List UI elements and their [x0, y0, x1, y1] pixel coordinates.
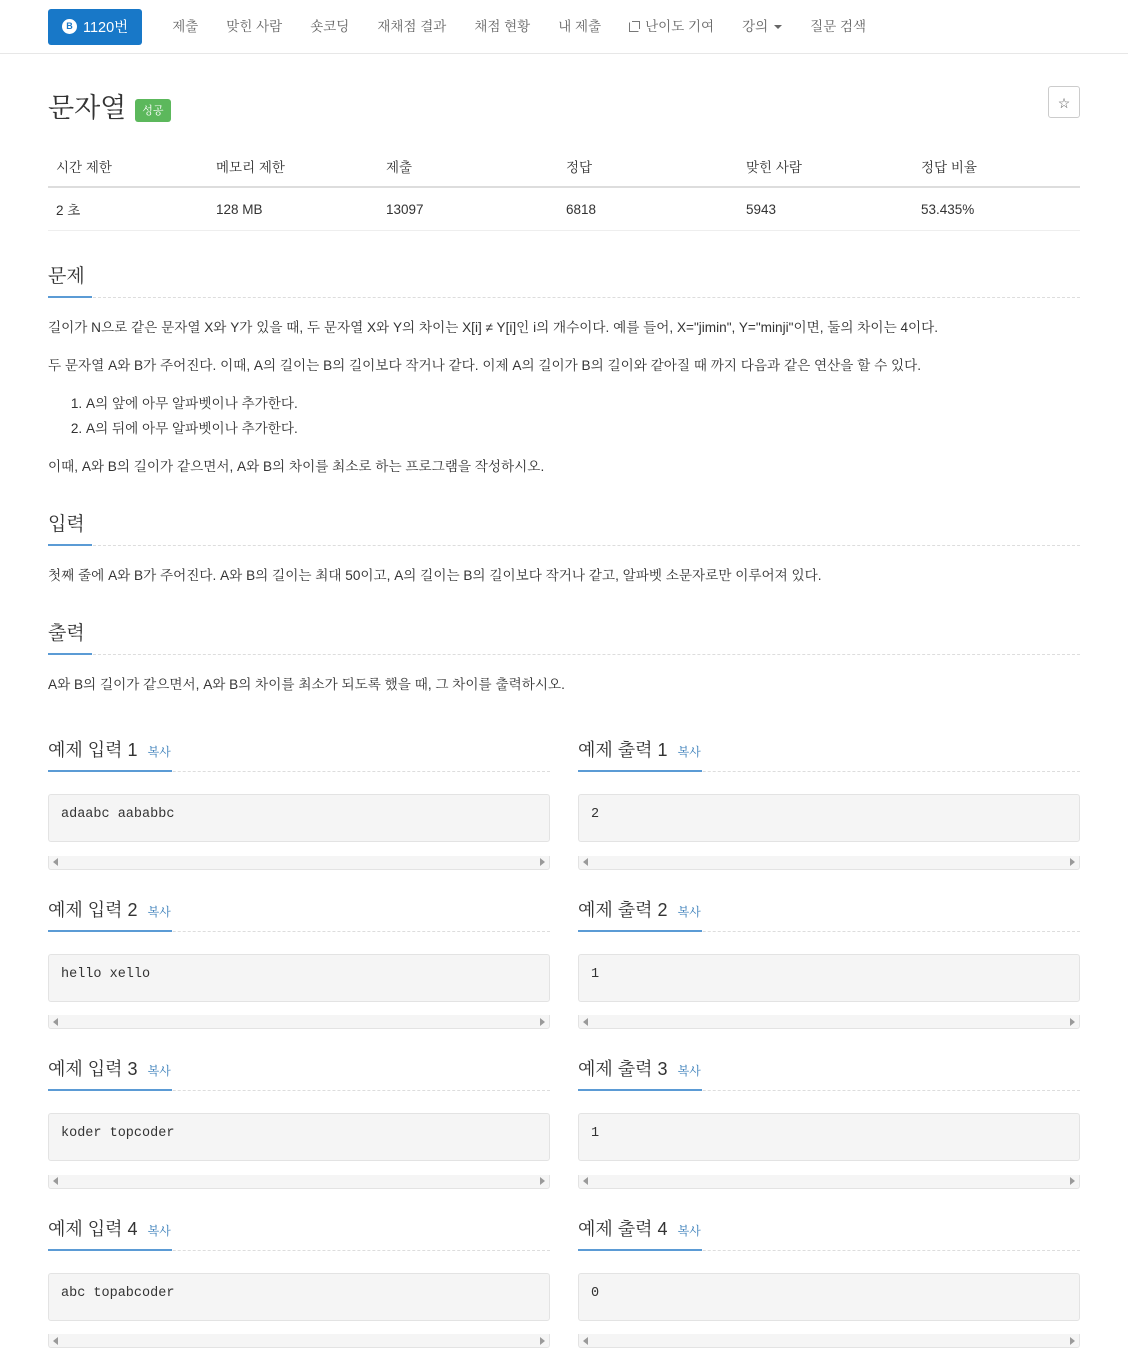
scroll-left-icon[interactable]: [53, 858, 58, 866]
sample-input-heading-text: 예제 입력 2: [48, 899, 138, 920]
scroll-right-icon[interactable]: [1070, 1018, 1075, 1026]
sample-output-heading-3: [578, 1055, 1080, 1091]
horizontal-scrollbar[interactable]: [48, 1175, 550, 1189]
horizontal-scrollbar[interactable]: [578, 1334, 1080, 1348]
nav-item-difficulty-contribute[interactable]: [615, 0, 728, 54]
scroll-right-icon[interactable]: [1070, 858, 1075, 866]
copy-button-output-3[interactable]: 복사: [677, 1064, 701, 1079]
sample-output-heading-text: 예제 출력 3: [578, 1059, 668, 1080]
scroll-left-icon[interactable]: [583, 1177, 588, 1185]
sample-output-heading-text: 예제 출력 4: [578, 1218, 668, 1239]
sample-output-data-2[interactable]: 1: [578, 954, 1080, 1002]
nav-item-rejudge-result[interactable]: [363, 0, 460, 54]
nav-item-label: 재채점 결과: [377, 18, 447, 34]
sample-input-heading-text: 예제 입력 4: [48, 1218, 138, 1239]
scroll-left-icon[interactable]: [583, 1337, 588, 1345]
copy-button-input-2[interactable]: 복사: [147, 904, 171, 919]
horizontal-scrollbar[interactable]: [48, 1015, 550, 1029]
col-accepted: 정답: [558, 147, 738, 187]
cell-solvers: 5943: [738, 187, 913, 231]
sample-output-heading-text: 예제 출력 2: [578, 899, 668, 920]
sample-input-block-1: [48, 716, 550, 870]
sample-input-heading-3: [48, 1055, 550, 1091]
brand-label: 1120번: [83, 20, 129, 36]
sample-input-heading-1: [48, 736, 550, 772]
chevron-down-icon: [774, 25, 782, 29]
scroll-left-icon[interactable]: [53, 1018, 58, 1026]
copy-button-input-3[interactable]: 복사: [147, 1064, 171, 1079]
scroll-left-icon[interactable]: [53, 1337, 58, 1345]
copy-button-output-4[interactable]: 복사: [677, 1223, 701, 1238]
col-submissions: 제출: [378, 147, 558, 187]
page-container: [0, 54, 1128, 1354]
scroll-right-icon[interactable]: [540, 858, 545, 866]
scroll-left-icon[interactable]: [53, 1177, 58, 1185]
section-body-input: [48, 546, 1080, 588]
sample-output-block-3: [578, 1035, 1080, 1189]
scroll-right-icon[interactable]: [1070, 1337, 1075, 1345]
nav-item-label: 강의: [742, 18, 769, 34]
nav-item-shortcoding[interactable]: [296, 0, 363, 54]
nav-item-solvers[interactable]: [212, 0, 296, 54]
sample-output-heading-4: [578, 1215, 1080, 1251]
nav-item-label: 제출: [172, 18, 199, 34]
sample-output-block-1: [578, 716, 1080, 870]
sample-output-data-3[interactable]: 1: [578, 1113, 1080, 1161]
page-title: [48, 86, 171, 125]
col-time-limit: 시간 제한: [48, 147, 208, 187]
title-row: [48, 54, 1080, 125]
cell-accepted: 6818: [558, 187, 738, 231]
problem-paragraph: 길이가 N으로 같은 문자열 X와 Y가 있을 때, 두 문자열 X와 Y의 차이는 X[i] ≠ Y[i]인 i의 개수이다. 예를 들어, X="jimin", Y="minji"이면, 둘의 차이는 4이다.: [48, 320, 939, 335]
horizontal-scrollbar[interactable]: [48, 1334, 550, 1348]
sample-output-block-2: [578, 876, 1080, 1030]
scroll-right-icon[interactable]: [540, 1018, 545, 1026]
cell-time-limit: 2 초: [48, 187, 208, 231]
favorite-star-button[interactable]: ☆: [1048, 86, 1080, 118]
col-memory-limit: 메모리 제한: [208, 147, 378, 187]
sample-output-block-4: [578, 1195, 1080, 1349]
horizontal-scrollbar[interactable]: [48, 856, 550, 870]
cell-submissions: 13097: [378, 187, 558, 231]
sample-input-data-2[interactable]: hello xello: [48, 954, 550, 1002]
section-heading-problem: 문제: [48, 261, 1080, 298]
problem-paragraph: 이때, A와 B의 길이가 같으면서, A와 B의 차이를 최소로 하는 프로그램을 작성하시오.: [48, 459, 545, 475]
status-badge: 성공: [135, 99, 170, 122]
table-row: [48, 187, 1080, 231]
external-link-icon: [629, 21, 640, 32]
boj-logo-icon: B: [62, 19, 77, 34]
problem-operation-list: [48, 392, 1080, 442]
col-solvers: 맞힌 사람: [738, 147, 913, 187]
nav-item-lectures[interactable]: [728, 0, 796, 54]
sample-input-block-3: [48, 1035, 550, 1189]
sample-input-data-3[interactable]: koder topcoder: [48, 1113, 550, 1161]
col-accept-ratio: 정답 비율: [913, 147, 1080, 187]
copy-button-output-2[interactable]: 복사: [677, 904, 701, 919]
nav-item-label: 채점 현황: [474, 18, 531, 34]
input-paragraph: 첫째 줄에 A와 B가 주어진다. A와 B의 길이는 최대 50이고, A의 길이는 B의 길이보다 작거나 같고, 알파벳 소문자로만 이루어져 있다.: [48, 567, 822, 583]
nav-item-label: 내 제출: [558, 18, 602, 34]
sample-output-heading-2: [578, 896, 1080, 932]
section-body-problem: [48, 298, 1080, 479]
sample-input-heading-text: 예제 입력 3: [48, 1059, 138, 1080]
sample-input-block-4: [48, 1195, 550, 1349]
copy-button-input-4[interactable]: 복사: [147, 1223, 171, 1238]
section-heading-input: 입력: [48, 509, 1080, 546]
sample-input-data-1[interactable]: adaabc aababbc: [48, 794, 550, 842]
horizontal-scrollbar[interactable]: [578, 856, 1080, 870]
copy-button-input-1[interactable]: 복사: [147, 745, 171, 760]
sample-input-data-4[interactable]: abc topabcoder: [48, 1273, 550, 1321]
nav-item-my-submissions[interactable]: [544, 0, 615, 54]
list-item: 2. A의 뒤에 아무 알파벳이나 추가한다.: [86, 417, 1080, 441]
horizontal-scrollbar[interactable]: [578, 1175, 1080, 1189]
nav-item-list: [158, 0, 880, 53]
nav-item-judge-status[interactable]: [460, 0, 544, 54]
sample-input-block-2: [48, 876, 550, 1030]
scroll-left-icon[interactable]: [583, 858, 588, 866]
problem-title-text: 문자열: [48, 93, 127, 123]
horizontal-scrollbar[interactable]: [578, 1015, 1080, 1029]
scroll-right-icon[interactable]: [1070, 1177, 1075, 1185]
scroll-right-icon[interactable]: [540, 1177, 545, 1185]
sample-output-heading-1: [578, 736, 1080, 772]
sample-output-data-4[interactable]: 0: [578, 1273, 1080, 1321]
sample-grid: [48, 716, 1080, 1354]
problem-number-brand[interactable]: [48, 9, 142, 45]
sample-input-heading-4: [48, 1215, 550, 1251]
copy-button-output-1[interactable]: 복사: [677, 745, 701, 760]
problem-info-table: [48, 147, 1080, 231]
nav-item-label: 난이도 기여: [645, 18, 715, 34]
section-heading-output: 출력: [48, 618, 1080, 655]
scroll-left-icon[interactable]: [583, 1018, 588, 1026]
sample-output-heading-text: 예제 출력 1: [578, 740, 668, 761]
nav-item-label: 맞힌 사람: [226, 18, 283, 34]
sample-input-heading-2: [48, 896, 550, 932]
sample-output-data-1[interactable]: 2: [578, 794, 1080, 842]
scroll-right-icon[interactable]: [540, 1337, 545, 1345]
list-item: 1. A의 앞에 아무 알파벳이나 추가한다.: [86, 392, 1080, 416]
nav-item-question-search[interactable]: [796, 0, 880, 54]
cell-memory-limit: 128 MB: [208, 187, 378, 231]
nav-item-submit[interactable]: [158, 0, 212, 54]
nav-item-label: 숏코딩: [310, 18, 350, 34]
sample-input-heading-text: 예제 입력 1: [48, 740, 138, 761]
output-paragraph: A와 B의 길이가 같으면서, A와 B의 차이를 최소가 되도록 했을 때, 그 차이를 출력하시오.: [48, 676, 565, 692]
top-navbar: [0, 0, 1128, 54]
section-body-output: [48, 655, 1080, 697]
cell-accept-ratio: 53.435%: [913, 187, 1080, 231]
table-header-row: [48, 147, 1080, 187]
nav-item-label: 질문 검색: [810, 18, 867, 34]
problem-paragraph: 두 문자열 A와 B가 주어진다. 이때, A의 길이는 B의 길이보다 작거나 같다. 이제 A의 길이가 B의 길이와 같아질 때 까지 다음과 같은 연산을 할 수 있다.: [48, 357, 922, 373]
